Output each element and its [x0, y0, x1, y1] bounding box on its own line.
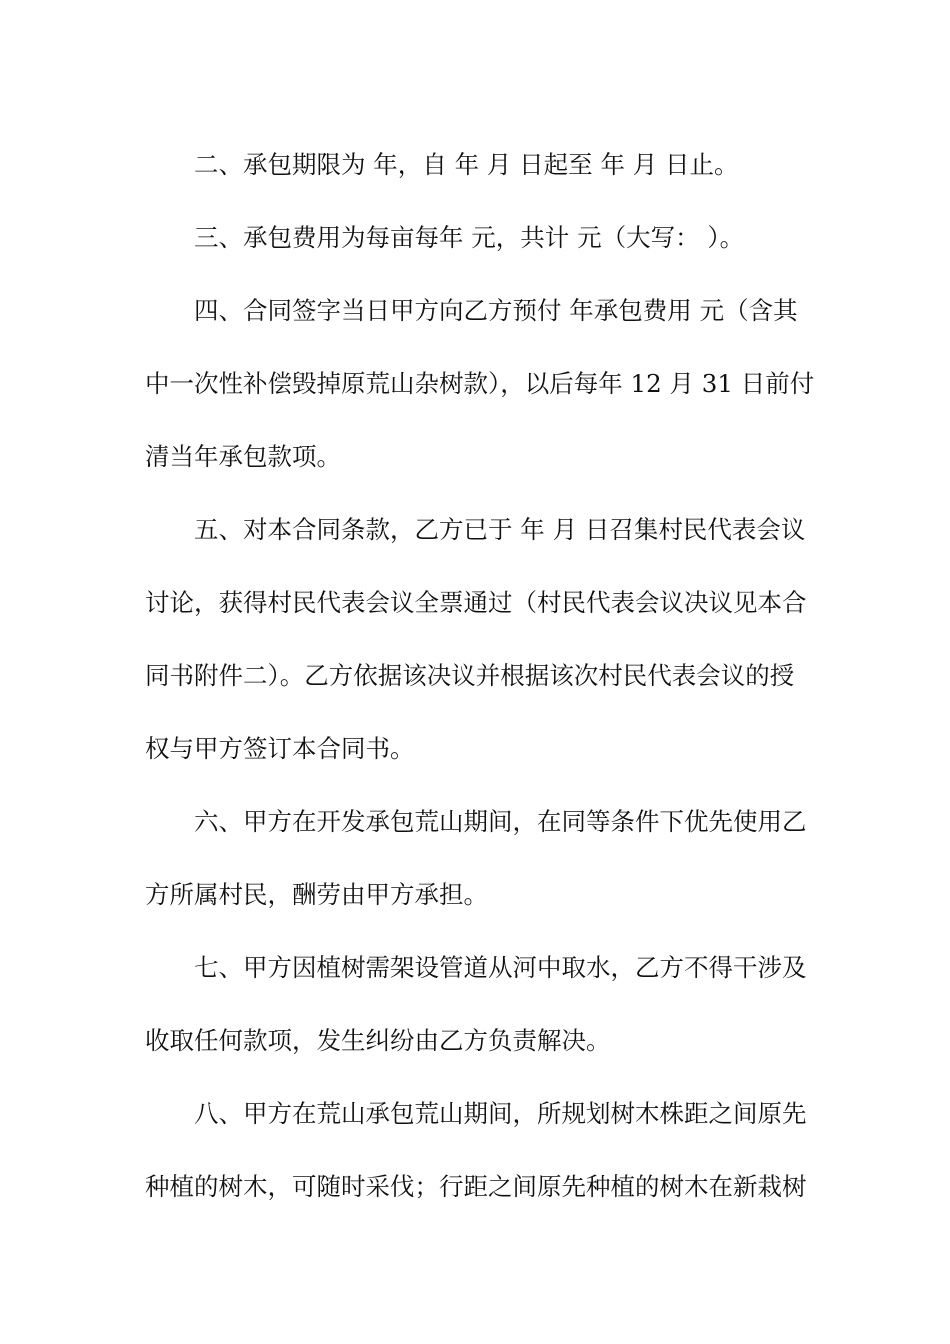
clause-6-paragraph [145, 785, 805, 931]
text-line: 四、合同签字当日甲方向乙方预付 年承包费用 元（含其 [194, 296, 798, 325]
text-line: 三、承包费用为每亩每年 元，共计 元（大写： ）。 [194, 223, 745, 252]
clause-5-paragraph [145, 493, 805, 785]
text-line: 权与甲方签订本合同书。 [145, 734, 415, 763]
text-line: 收取任何款项，发生纠纷由乙方负责解决。 [145, 1026, 611, 1055]
document-body [145, 128, 815, 1223]
text-line: 七、甲方因植树需架设管道从河中取水，乙方不得干涉及 [194, 953, 807, 982]
text-line: 同书附件二）。乙方依据该决议并根据该次村民代表会议的授 [145, 661, 795, 690]
clause-3-paragraph [145, 201, 805, 274]
clause-4-paragraph [145, 274, 815, 493]
text-line: 清当年承包款项。 [145, 442, 341, 471]
clause-2-paragraph [145, 128, 805, 201]
text-line: 二、承包期限为 年，自 年 月 日起至 年 月 日止。 [194, 150, 739, 179]
clause-7-paragraph [145, 931, 805, 1077]
text-line: 八、甲方在荒山承包荒山期间，所规划树木株距之间原先 [194, 1099, 807, 1128]
text-line: 方所属村民，酬劳由甲方承担。 [145, 880, 488, 909]
text-line: 六、甲方在开发承包荒山期间，在同等条件下优先使用乙 [194, 807, 807, 836]
text-line: 种植的树木，可随时采伐；行距之间原先种植的树木在新栽树 [145, 1172, 807, 1201]
text-line: 五、对本合同条款，乙方已于 年 月 日召集村民代表会议 [194, 515, 806, 544]
text-line: 中一次性补偿毁掉原荒山杂树款），以后每年 12 月 31 日前付 [145, 369, 815, 398]
text-line: 讨论，获得村民代表会议全票通过（村民代表会议决议见本合 [145, 588, 807, 617]
clause-8-paragraph [145, 1077, 805, 1223]
